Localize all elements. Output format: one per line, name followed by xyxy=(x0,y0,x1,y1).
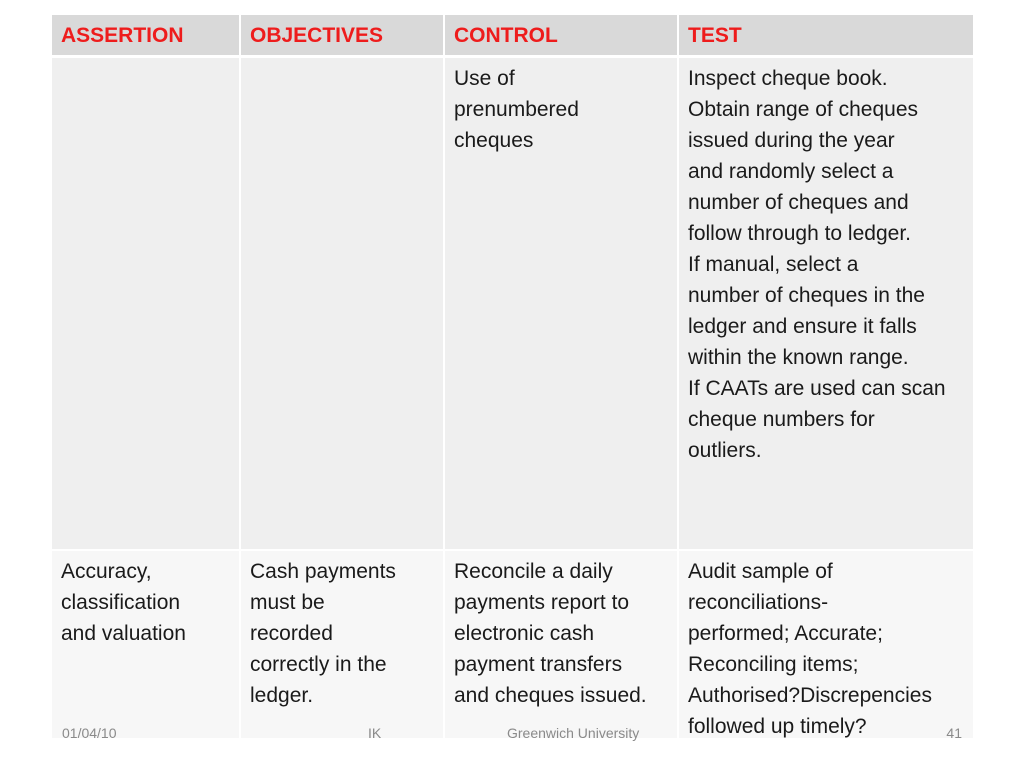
cell-objectives: Cash payments must be recorded correctly in the ledger. xyxy=(241,551,445,738)
header-control: CONTROL xyxy=(445,15,679,58)
cell-control: Reconcile a daily payments report to electronic cash payment transfers and cheques issued. xyxy=(445,551,679,738)
table-row xyxy=(52,551,973,738)
cell-test: Inspect cheque book. Obtain range of cheques issued during the year and randomly select a number of cheques and follow through to ledger. If manual, select a number of cheques in the ledger and ensure it falls within the known range. If CAATs are used can scan cheque numbers for outliers. xyxy=(679,58,973,551)
cell-assertion xyxy=(52,58,241,551)
footer-page-number: 41 xyxy=(946,725,962,741)
footer-organization: Greenwich University xyxy=(507,725,640,741)
table-row xyxy=(52,58,973,551)
cell-assertion: Accuracy, classification and valuation xyxy=(52,551,241,738)
header-objectives: OBJECTIVES xyxy=(241,15,445,58)
footer-date: 01/04/10 xyxy=(62,725,117,741)
cell-test: Audit sample of reconciliations- performed; Accurate; Reconciling items; Authorised?Discrepencies followed up timely? xyxy=(679,551,973,738)
footer-author: IK xyxy=(368,725,382,741)
header-assertion: ASSERTION xyxy=(52,15,241,58)
header-test: TEST xyxy=(679,15,973,58)
header-row xyxy=(52,15,973,58)
cell-control: Use of prenumbered cheques xyxy=(445,58,679,551)
table-container xyxy=(52,15,973,738)
cell-objectives xyxy=(241,58,445,551)
audit-table xyxy=(52,15,973,738)
